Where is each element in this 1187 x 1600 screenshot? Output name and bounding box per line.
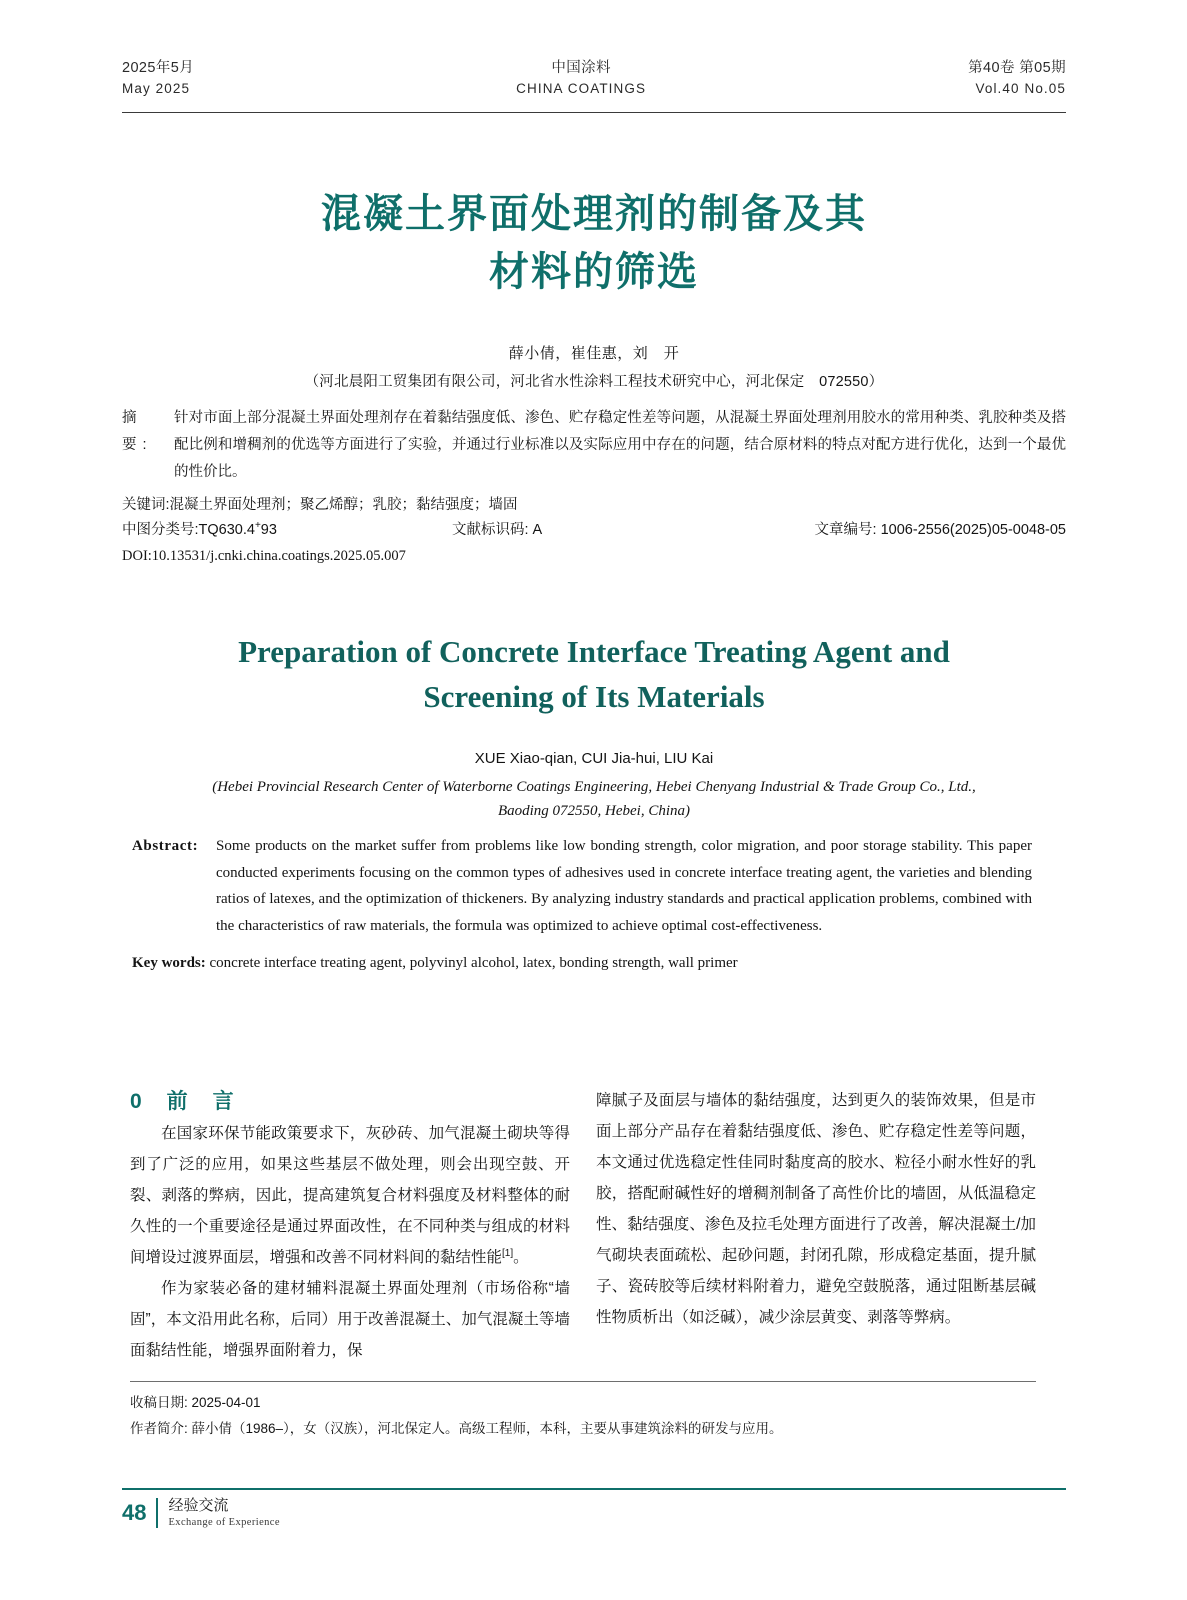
body-paragraph-1-end: 。 — [513, 1249, 529, 1266]
volume-issue-en: Vol.40 No.05 — [975, 81, 1066, 97]
english-keywords-text: concrete interface treating agent, polyvinyl alcohol, latex, bonding strength, wall primer — [209, 955, 738, 971]
english-abstract-text: Some products on the market suffer from problems like low bonding strength, color migration, and poor storage stability. This paper conducted experiments focusing on the common types of adhesives used in concrete interface treating agent, the varieties and blending ratios of latexes, and the optimization of thickeners. By analyzing industry standards and practical application problems, combined with the characteristics of raw materials, the formula was optimized to achieve optimal cost-effectiveness. — [216, 838, 1032, 935]
footer-divider — [156, 1498, 158, 1528]
english-title-line1: Preparation of Concrete Interface Treating Agent and — [238, 634, 950, 669]
document-code: 文献标识码: A — [452, 522, 543, 538]
chinese-abstract-label: 摘 要: — [122, 410, 163, 453]
author-bio: 作者简介: 薛小倩（1986–），女（汉族），河北保定人。高级工程师，本科，主要从事建筑涂料的研发与应用。 — [130, 1421, 783, 1437]
journal-name-en: CHINA COATINGS — [516, 81, 647, 97]
body-paragraph-1 — [130, 1118, 570, 1273]
running-head-center — [516, 58, 646, 99]
body-column-right — [596, 1085, 1036, 1333]
article-id: 文章编号: 1006-2556(2025)05-0048-05 — [814, 522, 1066, 538]
clc-value: TQ630.4 — [198, 522, 255, 538]
section-heading-introduction: 0 前 言 — [130, 1090, 236, 1113]
english-keywords-label: Key words: — [132, 955, 206, 971]
issue-date-en: May 2025 — [122, 81, 191, 97]
running-head-right — [968, 58, 1066, 99]
chinese-abstract — [122, 405, 1066, 485]
footnote-block — [130, 1390, 1036, 1443]
page-number: 48 — [122, 1500, 147, 1525]
chinese-keywords-label: 关键词: — [122, 497, 170, 513]
clc-number — [122, 518, 452, 539]
running-head — [122, 58, 1066, 99]
footnote-divider — [130, 1381, 1036, 1382]
issue-date-cn: 2025年5月 — [122, 60, 195, 76]
body-paragraph-1-text: 在国家环保节能政策要求下，灰砂砖、加气混凝土砌块等得到了广泛的应用，如果这些基层不做处理，则会出现空鼓、开裂、剥落的弊病，因此，提高建筑复合材料强度及材料整体的耐久性的一个重要途径是通过界面改性，在不同种类与组成的材料间增设过渡界面层，增强和改善不同材料间的黏结性能 — [130, 1125, 570, 1266]
footer-section — [168, 1497, 279, 1529]
english-title — [152, 630, 1036, 720]
chinese-title — [122, 185, 1066, 301]
chinese-keywords-text: 混凝土界面处理剂；聚乙烯醇；乳胶；黏结强度；墙固 — [169, 497, 518, 513]
english-title-line2: Screening of Its Materials — [423, 678, 765, 714]
chinese-title-line1: 混凝土界面处理剂的制备及其 — [321, 192, 867, 236]
english-abstract — [132, 833, 1032, 940]
citation-ref-1: [1] — [502, 1247, 514, 1259]
footer-section-en: Exchange of Experience — [168, 1516, 280, 1528]
english-affiliation-line1: (Hebei Provincial Research Center of Waterborne Coatings Engineering, Hebei Chenyang Industrial & Trade Group Co., Ltd., — [212, 779, 976, 795]
received-date: 收稿日期: 2025-04-01 — [130, 1395, 261, 1410]
english-affiliation-line2: Baoding 072550, Hebei, China) — [497, 803, 691, 819]
page-footer — [122, 1488, 1066, 1530]
english-abstract-label: Abstract: — [132, 838, 199, 854]
chinese-authors: 薛小倩，崔佳惠，刘 开 — [508, 345, 680, 362]
header-divider — [122, 112, 1066, 113]
clc-value2: 93 — [260, 522, 277, 538]
chinese-keywords — [122, 492, 1066, 518]
clc-sup: + — [254, 520, 261, 532]
chinese-title-line2: 材料的筛选 — [489, 250, 699, 294]
body-column-left — [130, 1118, 570, 1366]
chinese-classification-row — [122, 518, 1066, 539]
chinese-affiliation: （河北晨阳工贸集团有限公司，河北省水性涂料工程技术研究中心，河北保定 072550） — [304, 374, 884, 390]
journal-name-cn: 中国涂料 — [551, 60, 611, 76]
doi: DOI:10.13531/j.cnki.china.coatings.2025.05.007 — [122, 548, 406, 564]
english-affiliation — [132, 775, 1056, 823]
volume-issue-cn: 第40卷 第05期 — [968, 60, 1066, 76]
english-authors: XUE Xiao-qian, CUI Jia-hui, LIU Kai — [474, 750, 714, 767]
running-head-left — [122, 58, 194, 99]
english-keywords — [132, 955, 1032, 972]
body-paragraph-3: 障腻子及面层与墙体的黏结强度，达到更久的装饰效果，但是市面上部分产品存在着黏结强度低、渗色、贮存稳定性差等问题，本文通过优选稳定性佳同时黏度高的胶水、粒径小耐水性好的乳胶，搭配耐碱性好的增稠剂制备了高性价比的墙固，从低温稳定性、黏结强度、渗色及拉毛处理方面进行了改善，解决混凝土/加气砌块表面疏松、起砂问题，封闭孔隙，形成稳定基面，提升腻子、瓷砖胶等后续材料附着力，避免空鼓脱落，通过阻断基层碱性物质析出（如泛碱），减少涂层黄变、剥落等弊病。 — [596, 1092, 1036, 1326]
chinese-abstract-text: 针对市面上部分混凝土界面处理剂存在着黏结强度低、渗色、贮存稳定性差等问题，从混凝土界面处理剂用胶水的常用种类、乳胶种类及搭配比例和增稠剂的优选等方面进行了实验，并通过行业标准以及实际应用中存在的问题，结合原材料的特点对配方进行优化，达到一个最优的性价比。 — [174, 410, 1066, 480]
footer-section-cn: 经验交流 — [168, 1497, 229, 1515]
body-paragraph-2: 作为家装必备的建材辅料混凝土界面处理剂（市场俗称“墙固”，本文沿用此名称，后同）用于改善混凝土、加气混凝土等墙面黏结性能，增强界面附着力，保 — [130, 1280, 570, 1359]
clc-label: 中图分类号: — [122, 522, 199, 538]
